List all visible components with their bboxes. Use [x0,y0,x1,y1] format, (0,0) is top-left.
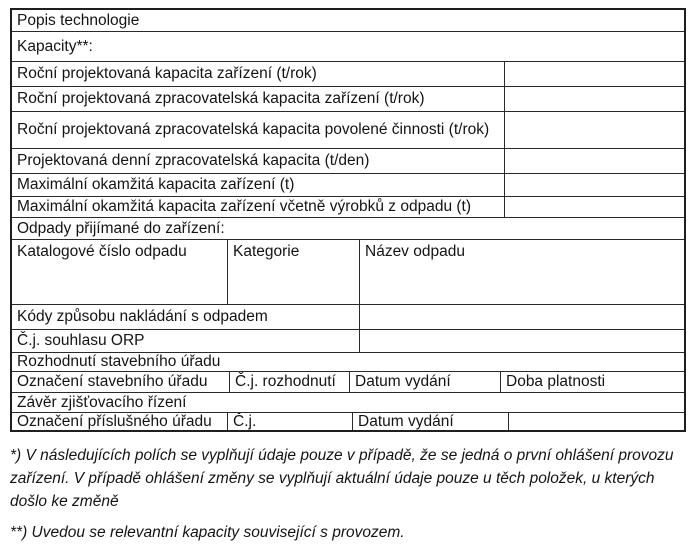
row-maximalni-okamzita-kapacita-vcetne-vyrobku [12,197,684,218]
row-rocni-projektovana-zpracovatelska-kapacita-zarizeni [12,87,684,112]
popis-technologie-label: Popis technologie [17,11,140,29]
row-popis-technologie [12,10,684,32]
maximalni-okamzita-kapacita-zarizeni-label-0: Maximální okamžitá kapacita zařízení (t) [12,174,505,196]
cj-souhlasu-orp-value-field[interactable] [360,330,684,352]
rocni-projektovana-zpracovatelska-kapacita-povolene-cinnosti-label-0: Roční projektovaná zpracovatelská kapacita povolené činnosti (t/rok) [12,112,505,148]
footnotes [10,445,686,545]
kapacity-label: Kapacity**: [17,37,93,55]
stavebni-urad-sloupce-label-0: Označení stavebního úřadu [12,372,230,392]
stavebni-urad-sloupce-label-1: Č.j. rozhodnutí [230,372,350,392]
odpady-prijimane-do-zarizeni-label: Odpady přijímané do zařízení: [17,219,225,237]
zaver-zjistovaciho-rizeni-label: Závěr zjišťovacího řízení [17,393,187,411]
prislusny-urad-sloupce-label-0: Označení příslušného úřadu [12,413,228,430]
stavebni-urad-sloupce-label-3: Doba platnosti [506,373,606,391]
row-zaver-zjistovaciho-rizeni [12,393,684,413]
kody-zpusobu-nakladani-value-field[interactable] [360,305,684,329]
odpady-sloupce-label-2: Název odpadu [365,243,465,260]
row-maximalni-okamzita-kapacita-zarizeni [12,174,684,197]
popis-technologie-form-table [10,8,686,432]
kody-zpusobu-nakladani-label-0: Kódy způsobu nakládání s odpadem [12,305,360,329]
prislusny-urad-sloupce-label-1: Č.j. [228,413,353,430]
prislusny-urad-sloupce-label-2: Datum vydání [353,413,509,430]
row-cj-souhlasu-orp [12,330,684,353]
odpady-sloupce-label-0: Katalogové číslo odpadu [12,240,228,304]
prislusny-urad-sloupce-value-field[interactable] [509,413,684,430]
row-projektovana-denni-zpracovatelska-kapacita [12,149,684,174]
projektovana-denni-zpracovatelska-kapacita-value-field[interactable] [505,149,684,173]
row-odpady-sloupce [12,240,684,305]
rocni-projektovana-zpracovatelska-kapacita-zarizeni-value-field[interactable] [505,87,684,111]
maximalni-okamzita-kapacita-zarizeni-value-field[interactable] [505,174,684,196]
maximalni-okamzita-kapacita-vcetne-vyrobku-label-0: Maximální okamžitá kapacita zařízení včetně výrobků z odpadu (t) [12,197,505,217]
rocni-projektovana-kapacita-zarizeni-label-0: Roční projektovaná kapacita zařízení (t/rok) [12,62,505,86]
row-kody-zpusobu-nakladani [12,305,684,330]
row-rocni-projektovana-zpracovatelska-kapacita-povolene-cinnosti [12,112,684,149]
row-kapacity [12,32,684,62]
odpady-sloupce-label-1: Kategorie [228,240,360,304]
stavebni-urad-sloupce-label-2: Datum vydání [350,372,501,392]
rozhodnuti-stavebniho-uradu-label: Rozhodnutí stavebního úřadu [17,353,221,371]
row-stavebni-urad-sloupce [12,372,684,393]
rocni-projektovana-zpracovatelska-kapacita-povolene-cinnosti-value-field[interactable] [505,112,684,148]
footnote-first-report: *) V následujících polích se vyplňují údaje pouze v případě, že se jedná o první ohlášení provozu zařízení. V případě ohlášení změny se vyplňují aktuální údaje pouze u těch položek, u kterých došlo ke změně [10,447,674,510]
rocni-projektovana-zpracovatelska-kapacita-zarizeni-label-0: Roční projektovaná zpracovatelská kapacita zařízení (t/rok) [12,87,505,111]
maximalni-okamzita-kapacita-vcetne-vyrobku-value-field[interactable] [505,197,684,217]
row-odpady-prijimane-do-zarizeni [12,218,684,240]
cj-souhlasu-orp-label-0: Č.j. souhlasu ORP [12,330,360,352]
projektovana-denni-zpracovatelska-kapacita-label-0: Projektovaná denní zpracovatelská kapacita (t/den) [12,149,505,173]
footnote-relevant-capacities: **) Uvedou se relevantní kapacity související s provozem. [10,524,405,542]
row-rocni-projektovana-kapacita-zarizeni [12,62,684,87]
row-prislusny-urad-sloupce [12,413,684,430]
row-rozhodnuti-stavebniho-uradu [12,353,684,372]
rocni-projektovana-kapacita-zarizeni-value-field[interactable] [505,62,684,86]
